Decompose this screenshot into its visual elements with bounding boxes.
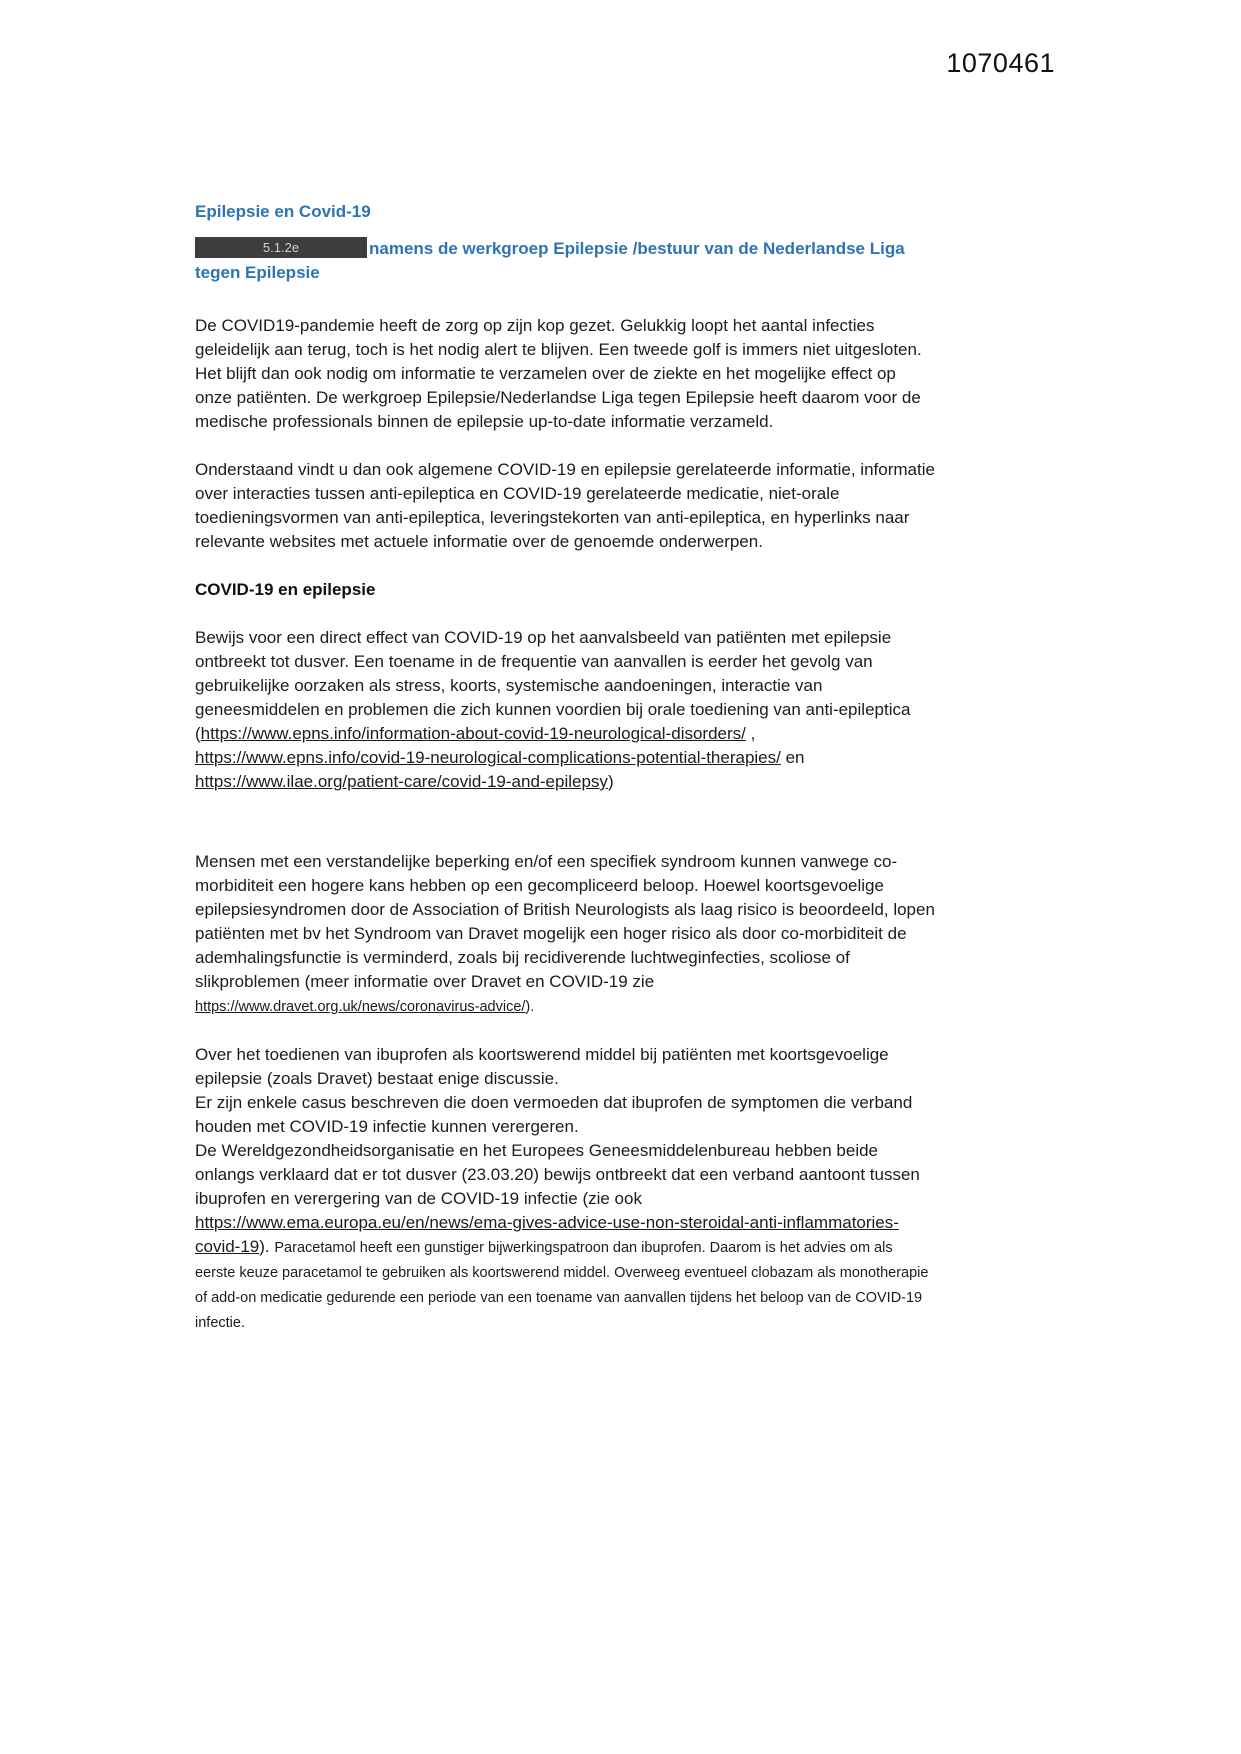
text-run: Mensen met een verstandelijke beperking en/of een specifiek syndroom kunnen vanwege co-morbiditeit een hogere kans hebben op een gecompliceerd beloop. Hoewel koortsgevoelige epilepsiesyndromen door de Association of British Neurologists als laag risico is beoordeeld, lopen patiënten met bv het Syndroom van Dravet mogelijk een hoger risico als door co-morbiditeit de ademhalingsfunctie is verminderd, zoals bij recidiverende luchtweginfecties, scoliose of slikproblemen (meer informatie over Dravet en COVID-19 zie (195, 852, 935, 991)
page-number: 1070461 (946, 48, 1055, 78)
text-run: ) (607, 772, 614, 791)
link-epns-potential-therapies[interactable]: https://www.epns.info/covid-19-neurological-complications-potential-therapies/ (195, 748, 781, 767)
text-run: en (780, 748, 805, 767)
section-heading-covid19-epilepsie: COVID-19 en epilepsie (195, 580, 376, 599)
text-line-discussion: Over het toedienen van ibuprofen als koortswerend middel bij patiënten met koortsgevoelige epilepsie (zoals Dravet) bestaat enige discussie. (195, 1045, 889, 1088)
redaction-box (195, 237, 367, 258)
paragraph-intro-1: De COVID19-pandemie heeft de zorg op zijn kop gezet. Gelukkig loopt het aantal infecties geleidelijk aan terug, toch is het nodig alert te blijven. Een tweede golf is immers niet uitgesloten. Het blijft dan ook nodig om informatie te verzamelen over de ziekte en het mogelijke effect op onze patiënten. De werkgroep Epilepsie/Nederlandse Liga tegen Epilepsie heeft daarom voor de medische professionals binnen de epilepsie up-to-date informatie verzameld. (195, 316, 922, 431)
link-ema-advice-nsaids[interactable]: https://www.ema.europa.eu/en/news/ema-gives-advice-use-non-steroidal-anti-inflammatories-covid-19 (195, 1213, 899, 1256)
paragraph-intro-2: Onderstaand vindt u dan ook algemene COVID-19 en epilepsie gerelateerde informatie, informatie over interacties tussen anti-epileptica en COVID-19 gerelateerde medicatie, niet-orale toedieningsvormen van anti-epileptica, leveringstekorten van anti-epileptica, en hyperlinks naar relevante websites met actuele informatie over de genoemde onderwerpen. (195, 460, 935, 551)
redaction-label: 5.1.2e (262, 240, 300, 255)
text-run: , (745, 724, 756, 743)
paragraph-comorbidity (195, 850, 935, 1019)
link-epns-neurological-disorders[interactable]: https://www.epns.info/information-about-covid-19-neurological-disorders/ (200, 724, 746, 743)
text-line-casus: Er zijn enkele casus beschreven die doen vermoeden dat ibuprofen de symptomen die verband houden met COVID-19 infectie kunnen verergeren. (195, 1093, 913, 1136)
link-dravet-coronavirus-advice[interactable]: https://www.dravet.org.uk/news/coronavirus-advice/ (195, 999, 526, 1015)
paragraph-ibuprofen (195, 1043, 935, 1335)
text-block-who-ema (195, 1139, 935, 1335)
text-run: Bewijs voor een direct effect van COVID-19 op het aanvalsbeeld van patiënten met epilepsie ontbreekt tot dusver. Een toename in de frequentie van aanvallen is eerder het gevolg van gebruikelijke oorzaken als stress, koorts, systemische aandoeningen, interactie van geneesmiddelen en problemen die zich kunnen voordien bij orale toediening van anti-epileptica ( (195, 628, 911, 743)
byline (195, 237, 935, 285)
text-run-paracetamol-advice: Paracetamol heeft een gunstiger bijwerkingspatroon dan ibuprofen. Daarom is het advies om als eerste keuze paracetamol te gebruiken als koortswerend middel. Overweeg eventueel clobazam als monotherapie of add-on medicatie gedurende een periode van een toename van aanvallen tijdens het beloop van de COVID-19 infectie. (195, 1240, 929, 1331)
text-run: ). (259, 1237, 275, 1256)
text-run: De Wereldgezondheidsorganisatie en het Europees Geneesmiddelenbureau hebben beide onlangs verklaard dat er tot dusver (23.03.20) bewijs ontbreekt dat een verband aantoont tussen ibuprofen en verergering van de COVID-19 infectie (zie ook (195, 1141, 920, 1208)
document-title: Epilepsie en Covid-19 (195, 202, 371, 221)
byline-text: namens de werkgroep Epilepsie /bestuur van de Nederlandse Liga tegen Epilepsie (195, 239, 905, 282)
document-content (195, 200, 935, 1359)
paragraph-evidence (195, 626, 935, 794)
link-ilae-covid-epilepsy[interactable]: https://www.ilae.org/patient-care/covid-19-and-epilepsy (195, 772, 608, 791)
text-run: ). (525, 999, 535, 1015)
